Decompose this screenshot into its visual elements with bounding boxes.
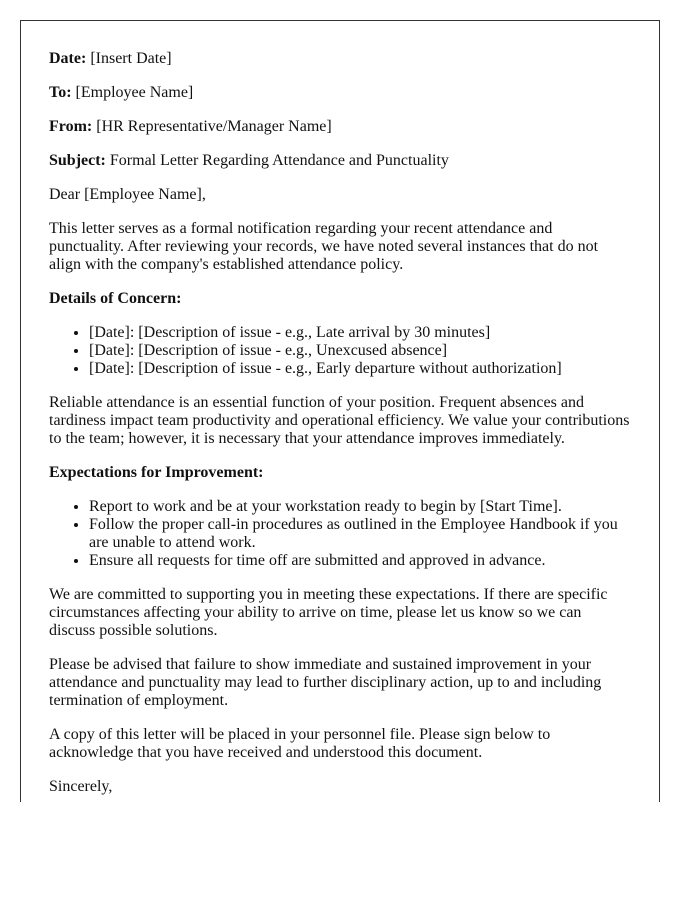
- subject-line: [49, 152, 631, 170]
- letter-document: [20, 20, 660, 802]
- support-paragraph: We are committed to supporting you in meeting these expectations. If there are specific circumstances affecting your ability to arrive on time, please let us know so we can discuss possible solutions.: [49, 586, 608, 639]
- date-line: [49, 50, 631, 68]
- date-label: Date:: [49, 50, 87, 67]
- subject-value: Formal Letter Regarding Attendance and Punctuality: [109, 152, 449, 169]
- importance-paragraph: Reliable attendance is an essential function of your position. Frequent absences and tardiness impact team productivity and operational efficiency. We value your contributions to the team; however, it is necessary that your attendance improves immediately.: [49, 394, 630, 447]
- to-label: To:: [49, 84, 72, 101]
- date-value: [Insert Date]: [90, 50, 172, 67]
- concerns-heading: Details of Concern:: [49, 290, 182, 307]
- expectation-item: • Report to work and be at your workstation ready to begin by [Start Time].: [89, 498, 631, 516]
- to-value: [Employee Name]: [75, 84, 194, 101]
- acknowledgement-paragraph: A copy of this letter will be placed in your personnel file. Please sign below to acknowledge that you have received and understood this document.: [49, 726, 551, 761]
- closing: Sincerely,: [49, 778, 113, 795]
- concern-item: • [Date]: [Description of issue - e.g., Late arrival by 30 minutes]: [89, 324, 631, 342]
- intro-paragraph: This letter serves as a formal notification regarding your recent attendance and punctuality. After reviewing your records, we have noted several instances that do not align with the company's established attendance policy.: [49, 220, 599, 273]
- expectation-item: • Ensure all requests for time off are submitted and approved in advance.: [89, 552, 631, 570]
- expectations-list: [49, 498, 631, 570]
- concerns-list: [49, 324, 631, 378]
- expectation-item: • Follow the proper call-in procedures as outlined in the Employee Handbook if you are unable to attend work.: [89, 516, 631, 552]
- from-label: From:: [49, 118, 93, 135]
- subject-label: Subject:: [49, 152, 106, 169]
- concern-item: • [Date]: [Description of issue - e.g., Early departure without authorization]: [89, 360, 631, 378]
- to-line: [49, 84, 631, 102]
- expectations-heading: Expectations for Improvement:: [49, 464, 264, 481]
- from-value: [HR Representative/Manager Name]: [96, 118, 332, 135]
- concern-item: • [Date]: [Description of issue - e.g., Unexcused absence]: [89, 342, 631, 360]
- from-line: [49, 118, 631, 136]
- salutation: Dear [Employee Name],: [49, 186, 206, 203]
- warning-paragraph: Please be advised that failure to show immediate and sustained improvement in your attendance and punctuality may lead to further disciplinary action, up to and including termination of employment.: [49, 656, 602, 709]
